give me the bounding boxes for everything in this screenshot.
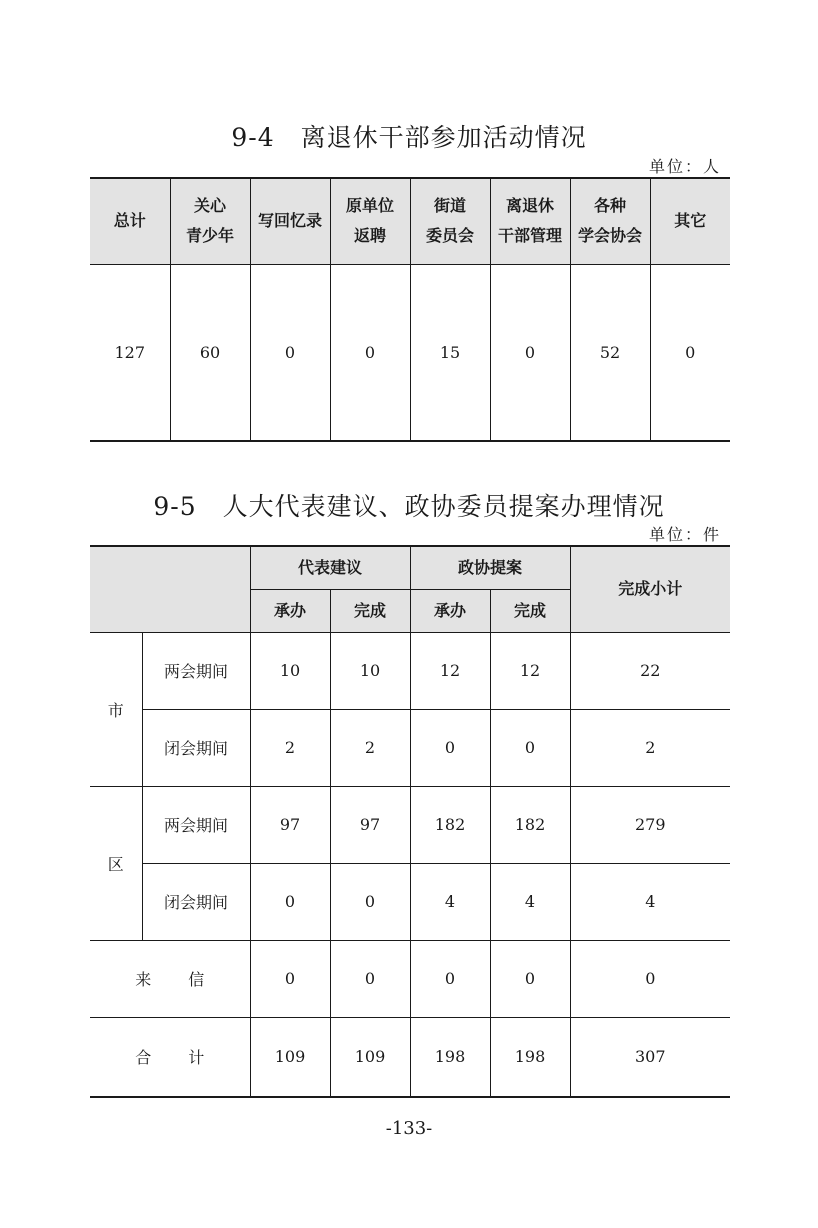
col-header-rehire: 原单位 返聘 (330, 178, 410, 264)
cell: 97 (330, 786, 410, 863)
cell: 2 (330, 709, 410, 786)
table-row (90, 709, 730, 786)
cell: 10 (250, 632, 330, 709)
cell-memoir: 0 (250, 264, 330, 441)
cell: 198 (410, 1017, 490, 1097)
cell: 97 (250, 786, 330, 863)
page-number: -133- (385, 1118, 433, 1139)
cell: 4 (490, 863, 570, 940)
row-label-total: 合 计 (90, 1017, 250, 1097)
cell-street: 15 (410, 264, 490, 441)
row-label-letters: 来 信 (90, 940, 250, 1017)
header-deputy-suggestions: 代表建议 (250, 546, 410, 589)
table2-title: 9-5 人大代表建议、政协委员提案办理情况 (153, 492, 665, 521)
cell: 12 (410, 632, 490, 709)
retired-cadres-activity-table (90, 177, 730, 442)
cell: 109 (250, 1017, 330, 1097)
col-header-retiree-mgmt: 离退休 干部管理 (490, 178, 570, 264)
col-header-total: 总计 (90, 178, 170, 264)
cell: 4 (410, 863, 490, 940)
col-header-associations: 各种 学会协会 (570, 178, 650, 264)
table-row (90, 786, 730, 863)
col-header-youth: 关心 青少年 (170, 178, 250, 264)
col-header-street: 街道 委员会 (410, 178, 490, 264)
col-header-other: 其它 (650, 178, 730, 264)
proposals-handling-table (90, 545, 730, 1098)
table-row (90, 863, 730, 940)
cell: 307 (570, 1017, 730, 1097)
cell: 0 (570, 940, 730, 1017)
cell: 198 (490, 1017, 570, 1097)
cell: 0 (330, 863, 410, 940)
table-row (90, 264, 730, 441)
col-header-memoir: 写回忆录 (250, 178, 330, 264)
cell: 2 (570, 709, 730, 786)
header-completed-subtotal: 完成小计 (570, 546, 730, 632)
table-row (90, 940, 730, 1017)
subheader-completed: 完成 (330, 589, 410, 632)
row-label: 两会期间 (142, 632, 250, 709)
cell: 0 (330, 940, 410, 1017)
table1-unit: 单位：人 (648, 157, 721, 176)
cell: 0 (490, 940, 570, 1017)
table1-title: 9-4 离退休干部参加活动情况 (231, 123, 587, 152)
cell: 12 (490, 632, 570, 709)
cell-other: 0 (650, 264, 730, 441)
cell: 0 (250, 863, 330, 940)
cell: 182 (490, 786, 570, 863)
subheader-undertaken: 承办 (410, 589, 490, 632)
cell: 22 (570, 632, 730, 709)
cell-total: 127 (90, 264, 170, 441)
header-cppcc-proposals: 政协提案 (410, 546, 570, 589)
cell: 279 (570, 786, 730, 863)
cell-youth: 60 (170, 264, 250, 441)
cell: 4 (570, 863, 730, 940)
cell-retiree-mgmt: 0 (490, 264, 570, 441)
cell: 0 (250, 940, 330, 1017)
table-header-row (90, 178, 730, 264)
cell: 109 (330, 1017, 410, 1097)
table-row-total (90, 1017, 730, 1097)
row-label: 两会期间 (142, 786, 250, 863)
table2-unit: 单位：件 (648, 525, 721, 544)
subheader-undertaken: 承办 (250, 589, 330, 632)
cell: 0 (490, 709, 570, 786)
table-header-row (90, 546, 730, 589)
table-row (90, 632, 730, 709)
row-group-district: 区 (90, 786, 142, 940)
cell: 182 (410, 786, 490, 863)
row-label: 闭会期间 (142, 709, 250, 786)
cell: 2 (250, 709, 330, 786)
cell: 10 (330, 632, 410, 709)
header-blank-corner (90, 546, 250, 632)
row-group-city: 市 (90, 632, 142, 786)
subheader-completed: 完成 (490, 589, 570, 632)
cell-associations: 52 (570, 264, 650, 441)
cell: 0 (410, 940, 490, 1017)
row-label: 闭会期间 (142, 863, 250, 940)
cell: 0 (410, 709, 490, 786)
cell-rehire: 0 (330, 264, 410, 441)
